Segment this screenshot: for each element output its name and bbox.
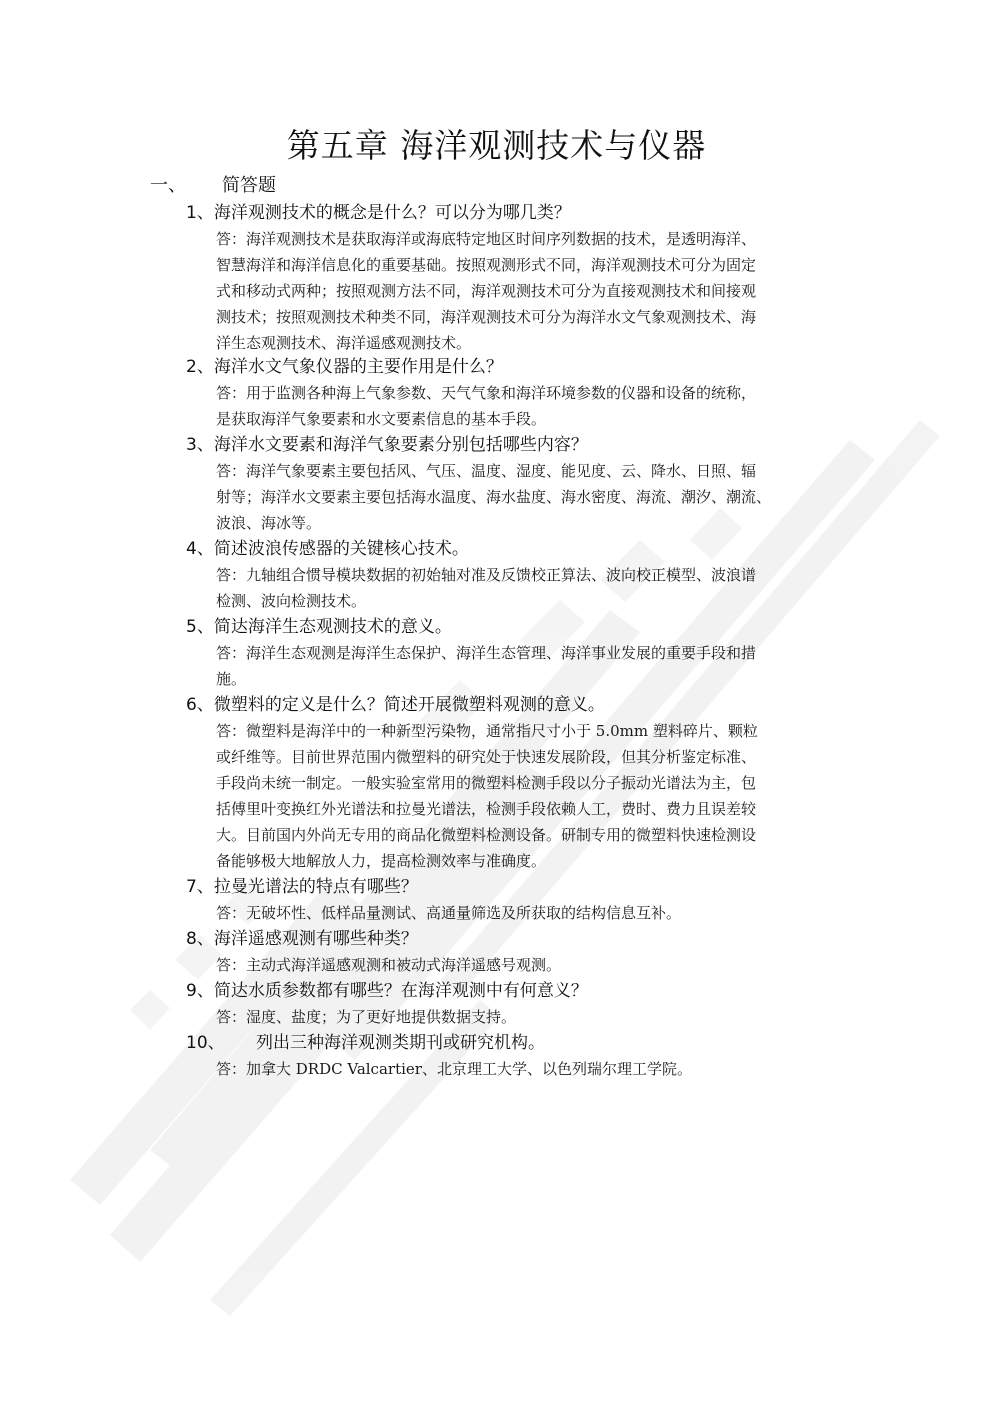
question (186, 926, 858, 952)
question-text: 海洋遥感观测有哪些种类？ (213, 929, 418, 949)
answer-text: 答：主动式海洋遥感观测和被动式海洋遥感号观测。 (216, 956, 562, 974)
question-text: 列出三种海洋观测类期刊或研究机构。 (256, 1033, 545, 1053)
question-text: 海洋观测技术的概念是什么？可以分为哪几类？ (213, 203, 571, 223)
answer-text: 答：加拿大 DRDC Valcartier、北京理工大学、以色列瑞尔理工学院。 (216, 1060, 692, 1078)
question-number: 5、 (186, 617, 214, 637)
question (186, 692, 858, 718)
question-number: 10、 (186, 1033, 225, 1053)
question-text: 简述波浪传感器的关键核心技术。 (213, 539, 469, 559)
answer-text: 答：海洋气象要素主要包括风、气压、温度、湿度、能见度、云、降水、日照、辐 射等；海洋水文要素主要包括海水温度、海水盐度、海水密度、海流、潮汐、潮流、 波浪、海冰等。 (216, 462, 772, 532)
question-number: 4、 (186, 539, 214, 559)
qa-item (186, 926, 858, 978)
question-number: 2、 (186, 357, 214, 377)
qa-item (186, 536, 858, 614)
question-text: 简达水质参数都有哪些？在海洋观测中有何意义？ (213, 981, 588, 1001)
answer-text: 答：微塑料是海洋中的一种新型污染物，通常指尺寸小于 5.0mm 塑料碎片、颗粒 或纤维等。目前世界范围内微塑料的研究处于快速发展阶段，但其分析鉴定标准、 手段尚未统一制定。一般实验室常用的微塑料检测手段以分子振动光谱法为主，包 括傅里叶变换红外光谱法和拉曼光谱法，检测手段依赖人工，费时、费力且误差较 大。目前国内外尚无专用的商品化微塑料检测设备。研制专用的微塑料快速检测设 备能够极大地解放人力，提高检测效率与准确度。 (216, 722, 758, 870)
question-text: 海洋水文要素和海洋气象要素分别包括哪些内容？ (213, 435, 588, 455)
qa-item (186, 614, 858, 692)
qa-item (186, 692, 858, 874)
question-text: 微塑料的定义是什么？简述开展微塑料观测的意义。 (213, 695, 605, 715)
section-heading (150, 174, 276, 198)
question (186, 200, 858, 226)
qa-item (186, 978, 858, 1030)
question (186, 614, 858, 640)
answer-text: 答：九轴组合惯导模块数据的初始轴对准及反馈校正算法、波向校正模型、波浪谱 检测、波向检测技术。 (216, 566, 757, 610)
question (186, 978, 858, 1004)
question (186, 536, 858, 562)
qa-item (186, 354, 858, 432)
question-number: 9、 (186, 981, 214, 1001)
question (186, 432, 858, 458)
section-label: 简答题 (222, 175, 276, 196)
answer-text: 答：用于监测各种海上气象参数、天气气象和海洋环境参数的仪器和设备的统称， 是获取海洋气象要素和水文要素信息的基本手段。 (216, 384, 757, 428)
question-text: 拉曼光谱法的特点有哪些？ (213, 877, 418, 897)
answer-text: 答：海洋生态观测是海洋生态保护、海洋生态管理、海洋事业发展的重要手段和措 施。 (216, 644, 757, 688)
question-number: 6、 (186, 695, 214, 715)
question-number: 1、 (186, 203, 214, 223)
qa-item (186, 200, 858, 356)
chapter-title: 第五章 海洋观测技术与仪器 (286, 126, 707, 165)
question-number: 8、 (186, 929, 214, 949)
question (186, 1030, 858, 1056)
answer-text: 答：海洋观测技术是获取海洋或海底特定地区时间序列数据的技术，是透明海洋、 智慧海洋和海洋信息化的重要基础。按照观测形式不同，海洋观测技术可分为固定 式和移动式两种；按照观测方法不同，海洋观测技术可分为直接观测技术和间接观 测技术；按照观测技术种类不同，海洋观测技术可分为海洋水文气象观测技术、海 洋生态观测技术、海洋遥感观测技术。 (216, 230, 757, 352)
question-text: 简达海洋生态观测技术的意义。 (213, 617, 452, 637)
answer-text: 答：湿度、盐度；为了更好地提供数据支持。 (216, 1008, 517, 1026)
question-number: 3、 (186, 435, 214, 455)
qa-item (186, 432, 858, 536)
question (186, 354, 858, 380)
qa-item (186, 874, 858, 926)
section-number: 一、 (150, 175, 186, 196)
question (186, 874, 858, 900)
qa-item (186, 1030, 858, 1082)
question-number: 7、 (186, 877, 214, 897)
answer-text: 答：无破坏性、低样品量测试、高通量筛选及所获取的结构信息互补。 (216, 904, 682, 922)
question-text: 海洋水文气象仪器的主要作用是什么？ (213, 357, 503, 377)
